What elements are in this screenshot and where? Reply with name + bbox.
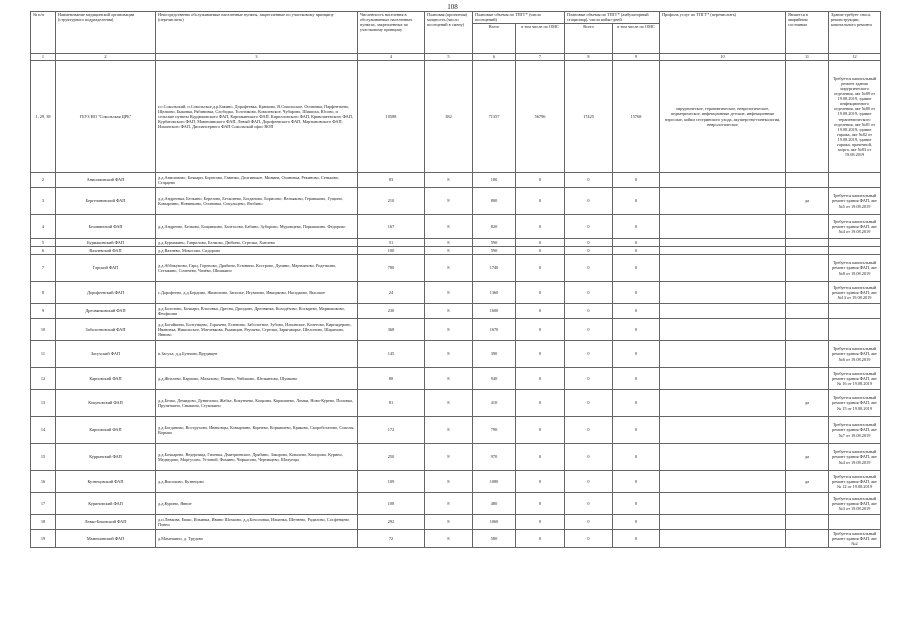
table-row <box>31 255 881 282</box>
amb-total-cell: 0 <box>565 471 613 493</box>
table-row <box>31 247 881 255</box>
capacity-cell: 8 <box>425 319 473 341</box>
population-cell: 24 <box>358 282 425 304</box>
column-number: 1 <box>31 54 56 61</box>
population-cell: 10588 <box>358 61 425 173</box>
visits-total-cell: 800 <box>473 188 516 215</box>
visits-oms-cell: 0 <box>516 390 565 417</box>
org-name: Курринский ФАП <box>56 444 156 471</box>
amb-total-cell: 0 <box>565 368 613 390</box>
repair-cell: Требуется капитальный ремонт здания хирургического отделения, акт №89 от 19.08.2019, здание инфекционного отделения, акт №80 от 19.08.2019, здание терапевтического отделения, акт №81 от 19.08.2019, здание гаража, акт №82 от 19.08.2019, здание гаража, прачечной, морга, акт №83 от 19.08.2019 <box>829 61 881 173</box>
places-cell: д.п.Левкова, Ешко, Ильинка, Ивино Шохково, д.д.Бочоловка, Ильинка, Шетнево, Радилово, Сосфенцево Повно <box>156 515 358 530</box>
capacity-cell: 8 <box>425 341 473 368</box>
population-cell: 292 <box>358 515 425 530</box>
places-cell: д.д.Анисимово, Бочкари, Борисово, Гавенко, Долгинькое, Минина, Осиновка, Рекиново, Сеньково, Старцево <box>156 173 358 188</box>
visits-oms-cell: 0 <box>516 471 565 493</box>
amb-oms-cell: 0 <box>613 368 660 390</box>
repair-cell: Требуется капитальный ремонт здания ФАП, акт № 15 от 19.08.2019 <box>829 390 881 417</box>
table-row <box>31 390 881 417</box>
column-number: 8 <box>565 54 613 61</box>
emergency-cell <box>786 255 829 282</box>
row-number: 17 <box>31 493 56 515</box>
amb-oms-cell: 0 <box>613 417 660 444</box>
repair-cell: Требуется капитальный ремонт здания ФАП, акт № 12 от 19.08.2019 <box>829 471 881 493</box>
emergency-cell <box>786 247 829 255</box>
repair-cell: Требуется капитальный ремонт здания ФАП, акт № 16 от 19.08.2019 <box>829 368 881 390</box>
header-places: Непосредственно обслуживаемые населенные пункты, закрепленные по участковому принципу (перечислить) <box>156 12 358 54</box>
org-name: Дорофеевский ФАП <box>56 282 156 304</box>
amb-oms-cell: 0 <box>613 390 660 417</box>
column-number: 12 <box>829 54 881 61</box>
visits-total-cell: 940 <box>473 368 516 390</box>
visits-total-cell: 590 <box>473 239 516 247</box>
org-name: Кузнецовский ФАП <box>56 471 156 493</box>
capacity-cell: 8 <box>425 530 473 548</box>
amb-oms-cell: 0 <box>613 341 660 368</box>
row-number: 12 <box>31 368 56 390</box>
visits-total-cell: 820 <box>473 215 516 239</box>
population-cell: 167 <box>358 215 425 239</box>
amb-oms-cell: 0 <box>613 173 660 188</box>
table-header <box>31 12 881 61</box>
population-cell: 145 <box>358 341 425 368</box>
row-number: 1, 29, 38 <box>31 61 56 173</box>
places-cell: д.д.Белко, Демидово, Дунигалки, Жабье, Кокунчево, Коцкино, Коркишево, Ломки, Ново-Курево, Поповка, Прутяткино, Сныкино, Стукокино <box>156 390 358 417</box>
header-amb-total: Всего <box>565 24 613 54</box>
visits-total-cell: 410 <box>473 390 516 417</box>
org-name: Гарский ФАП <box>56 255 156 282</box>
row-number: 13 <box>31 390 56 417</box>
amb-oms-cell: 0 <box>613 444 660 471</box>
header-visits-oms: в том числе по ОМС <box>516 24 565 54</box>
profile-cell <box>660 188 786 215</box>
profile-cell <box>660 255 786 282</box>
places-cell: д.д.Аббакумово, Гарц, Гореново, Дрябино, Есюнино, Кострово, Дунино, Мартьяново, Родеткино, Сетыкино, Соченево, Чачёво, Шишкино <box>156 255 358 282</box>
amb-total-cell: 0 <box>565 341 613 368</box>
row-number: 2 <box>31 173 56 188</box>
population-cell: 51 <box>358 239 425 247</box>
table-row <box>31 188 881 215</box>
table-row <box>31 368 881 390</box>
visits-oms-cell: 0 <box>516 319 565 341</box>
org-name: Куриновский ФАП <box>56 493 156 515</box>
amb-total-cell: 0 <box>565 515 613 530</box>
visits-oms-cell: 0 <box>516 444 565 471</box>
row-number: 14 <box>31 417 56 444</box>
header-amb-oms: в том числе по ОМС <box>613 24 660 54</box>
places-cell: д.д.Вахнево, Мокосово, Сидорово <box>156 247 358 255</box>
capacity-cell: 8 <box>425 239 473 247</box>
repair-cell: Требуется капитальный ремонт здания ФАП, акт №6 от 19.08.2019 <box>829 341 881 368</box>
capacity-cell: 8 <box>425 471 473 493</box>
page-number: 108 <box>447 3 458 11</box>
profile-cell <box>660 247 786 255</box>
visits-oms-cell: 0 <box>516 247 565 255</box>
header-profile: Профиль услуг по ТПГГ* (перечислить) <box>660 12 786 54</box>
org-name: ГБУЗ НО "Сокольская ЦРБ" <box>56 61 156 173</box>
visits-oms-cell: 0 <box>516 188 565 215</box>
emergency-cell <box>786 417 829 444</box>
amb-total-cell: 0 <box>565 390 613 417</box>
visits-total-cell: 790 <box>473 417 516 444</box>
row-number: 11 <box>31 341 56 368</box>
visits-oms-cell: 0 <box>516 530 565 548</box>
population-cell: 210 <box>358 188 425 215</box>
repair-cell: Требуется капитальный ремонт здания ФАП, акт №2 <box>829 530 881 548</box>
emergency-cell <box>786 282 829 304</box>
profile-cell <box>660 417 786 444</box>
row-number: 18 <box>31 515 56 530</box>
population-cell: 109 <box>358 471 425 493</box>
org-name: Бурмакинский ФАП <box>56 239 156 247</box>
population-cell: 368 <box>358 319 425 341</box>
table-row <box>31 417 881 444</box>
org-name: Мамешинский ФАП <box>56 530 156 548</box>
column-number: 10 <box>660 54 786 61</box>
table-row <box>31 61 881 173</box>
table-row <box>31 471 881 493</box>
profile-cell <box>660 444 786 471</box>
places-cell: п.Засуха, д.д.Бунчово,Прудищев <box>156 341 358 368</box>
population-cell: 230 <box>358 304 425 319</box>
visits-oms-cell: 0 <box>516 282 565 304</box>
profile-cell <box>660 390 786 417</box>
places-cell: д.д.Курино, Явное <box>156 493 358 515</box>
column-number: 9 <box>613 54 660 61</box>
amb-oms-cell: 0 <box>613 493 660 515</box>
amb-total-cell: 0 <box>565 493 613 515</box>
population-cell: 72 <box>358 530 425 548</box>
places-cell: д.д.Богайкино, Болтунцево, Горячево, Есюнино, Заболотное, Зубово, Ильинское, Кочетово, Кирпидерово, Ивановка, Никольское, Матчевкова, Рыжицин, Реушево, Стрелка, Зарягаварье, Шелоново, Шарихово, Явново <box>156 319 358 341</box>
capacity-cell: 8 <box>425 188 473 215</box>
amb-total-cell: 0 <box>565 304 613 319</box>
profile-cell <box>660 215 786 239</box>
visits-oms-cell: 0 <box>516 515 565 530</box>
profile-cell <box>660 304 786 319</box>
org-name: Бергезиновский ФАП <box>56 188 156 215</box>
capacity-cell: 8 <box>425 368 473 390</box>
visits-oms-cell: 0 <box>516 215 565 239</box>
column-numbers-row <box>31 54 881 61</box>
row-number: 10 <box>31 319 56 341</box>
org-name: Анисимовский ФАП <box>56 173 156 188</box>
repair-cell <box>829 239 881 247</box>
table-row <box>31 282 881 304</box>
visits-oms-cell: 0 <box>516 239 565 247</box>
table-row <box>31 215 881 239</box>
profile-cell <box>660 368 786 390</box>
amb-oms-cell: 0 <box>613 471 660 493</box>
population-cell: 83 <box>358 173 425 188</box>
capacity-cell: 8 <box>425 417 473 444</box>
places-cell: д.д.Бочкарево, Ведерница, Гилевка, Дмитриевское, Дрябино, Закорово, Ковалево, Копорово, Курино, Медведово, Моргусово, Угловой, Фомино, Чиркасово, Чертищево, Шалунцы <box>156 444 358 471</box>
repair-cell: Требуется капитальный ремонт здания ФАП, акт №3 от 19.08.2019 <box>829 493 881 515</box>
places-cell: д.Мамешино, д. Трудово <box>156 530 358 548</box>
row-number: 5 <box>31 239 56 247</box>
profile-cell <box>660 471 786 493</box>
table-row <box>31 493 881 515</box>
header-capacity: Плановая (проектная) мощность (число посещений в смену) <box>425 12 473 54</box>
visits-total-cell: 390 <box>473 341 516 368</box>
amb-total-cell: 0 <box>565 188 613 215</box>
profile-cell <box>660 515 786 530</box>
emergency-cell: да <box>786 444 829 471</box>
profile-cell <box>660 493 786 515</box>
amb-oms-cell: 0 <box>613 530 660 548</box>
header-emergency: Является в аварийном состоянии <box>786 12 829 54</box>
places-cell: с.Дорофеево, д.д.Бердино, Жимолино, Заполье, Игумново, Ивкорково, Насадково, Высокое <box>156 282 358 304</box>
row-number: 15 <box>31 444 56 471</box>
amb-oms-cell: 0 <box>613 319 660 341</box>
places-cell: д.д.Высоково, Кузнецово <box>156 471 358 493</box>
emergency-cell <box>786 61 829 173</box>
repair-cell <box>829 515 881 530</box>
amb-total-cell: 0 <box>565 255 613 282</box>
amb-total-cell: 17425 <box>565 61 613 173</box>
column-number: 4 <box>358 54 425 61</box>
amb-oms-cell: 0 <box>613 515 660 530</box>
org-name: Засухский ФАП <box>56 341 156 368</box>
facilities-table <box>30 11 881 548</box>
org-name: Карповский ФАП <box>56 368 156 390</box>
visits-total-cell: 1600 <box>473 304 516 319</box>
population-cell: 780 <box>358 255 425 282</box>
org-name: Белавинский ФАП <box>56 215 156 239</box>
emergency-cell <box>786 530 829 548</box>
header-population: Численность населения в обслуживаемых населенных пунктах, закрепленных по участковому принципу <box>358 12 425 54</box>
header-visits: Плановые объемы по ТПГГ* (число посещений) <box>473 12 565 24</box>
amb-oms-cell: 0 <box>613 247 660 255</box>
emergency-cell <box>786 173 829 188</box>
population-cell: 250 <box>358 444 425 471</box>
org-name: Дресвянковский ФАП <box>56 304 156 319</box>
emergency-cell <box>786 215 829 239</box>
org-name: Карповский ФАП <box>56 417 156 444</box>
visits-total-cell: 970 <box>473 444 516 471</box>
table-row <box>31 444 881 471</box>
repair-cell <box>829 304 881 319</box>
amb-oms-cell: 15768 <box>613 61 660 173</box>
visits-oms-cell: 0 <box>516 304 565 319</box>
capacity-cell: 8 <box>425 173 473 188</box>
amb-oms-cell: 0 <box>613 304 660 319</box>
emergency-cell <box>786 319 829 341</box>
repair-cell: Требуется капитальный ремонт здания ФАП, акт №5 от 19.08.2019 <box>829 188 881 215</box>
visits-oms-cell: 0 <box>516 341 565 368</box>
emergency-cell <box>786 493 829 515</box>
visits-total-cell: 71357 <box>473 61 516 173</box>
header-amb: Плановые объемы по ТПГГ* (амбулаторный стационар), число койко-дней <box>565 12 660 24</box>
emergency-cell <box>786 341 829 368</box>
repair-cell <box>829 173 881 188</box>
capacity-cell: 8 <box>425 304 473 319</box>
places-cell: г.о.Сокольский, п.Сокольское,д.р.Бакино, Дорофеевка, Крюково, В.Сокольское, Осиновка, Парфентьево, Щелково, Быковка, Рябиновка, Слободка, Толстиково, Ковалевское, Чубарово, Шишиха, Юсово, и сельские пункты Курдюковского ФАП, Карпикинского ФАП, Кирилловского ФАП, Кривошеевского ФАП, Курбатовского ФАП, Мамешинского ФАП, Левый ФАП, Дорофеевского ФАП, Мартыновского ФАП, Ильинского ФАП, Диспансерного ФАП Сокольский офис ВОП <box>156 61 358 173</box>
places-cell: д.д.Андреевка, Белкино, Березово, Бесконево, Богданово, Борисово, Вельяково, Гераньково, Гущино, Ковырзино, Новинкино, Осиновка, Сокульцево, Язобино <box>156 188 358 215</box>
profile-cell <box>660 173 786 188</box>
visits-oms-cell: 0 <box>516 255 565 282</box>
population-cell: 172 <box>358 417 425 444</box>
amb-total-cell: 0 <box>565 247 613 255</box>
amb-total-cell: 0 <box>565 215 613 239</box>
visits-total-cell: 480 <box>473 493 516 515</box>
capacity-cell: 8 <box>425 390 473 417</box>
repair-cell: Требуется капитальный ремонт здания ФАП, акт №7 от 19.08.2019 <box>829 417 881 444</box>
profile-cell <box>660 319 786 341</box>
places-cell: д.д.Болотово, Бочкари, Власовка, Дресва, Дроздово, Дресвянка, Колодёзово, Косырево, Мармышково, Феофилия <box>156 304 358 319</box>
row-number: 19 <box>31 530 56 548</box>
repair-cell <box>829 247 881 255</box>
org-name: Вахневский ФАП <box>56 247 156 255</box>
profile-cell <box>660 530 786 548</box>
emergency-cell <box>786 304 829 319</box>
population-cell: 80 <box>358 368 425 390</box>
row-number: 16 <box>31 471 56 493</box>
table-row <box>31 173 881 188</box>
visits-total-cell: 580 <box>473 530 516 548</box>
amb-oms-cell: 0 <box>613 188 660 215</box>
visits-total-cell: 1060 <box>473 515 516 530</box>
visits-total-cell: 590 <box>473 247 516 255</box>
visits-total-cell: 1740 <box>473 255 516 282</box>
visits-oms-cell: 0 <box>516 368 565 390</box>
places-cell: д.д.Бурмакино, Гаврилово, Белково, Дюбино, Стрелка, Хмелево <box>156 239 358 247</box>
capacity-cell: 8 <box>425 247 473 255</box>
column-number: 5 <box>425 54 473 61</box>
profile-cell <box>660 239 786 247</box>
capacity-cell: 8 <box>425 444 473 471</box>
emergency-cell <box>786 239 829 247</box>
visits-total-cell: 1360 <box>473 282 516 304</box>
population-cell: 100 <box>358 247 425 255</box>
column-number: 2 <box>56 54 156 61</box>
capacity-cell: 8 <box>425 515 473 530</box>
capacity-cell: 8 <box>425 493 473 515</box>
visits-total-cell: 1080 <box>473 471 516 493</box>
places-cell: д.д.Жгилево, Карпово, Малахово, Панино, Чиблково, Шелкиново, Шумково <box>156 368 358 390</box>
places-cell: д.д.Андреево, Белково, Бощанкино, Балтасово, Бабино, Зуборово, Муромцево, Перышкино, Федорово <box>156 215 358 239</box>
capacity-cell: 382 <box>425 61 473 173</box>
row-number: 4 <box>31 215 56 239</box>
column-number: 6 <box>473 54 516 61</box>
column-number: 11 <box>786 54 829 61</box>
population-cell: 108 <box>358 493 425 515</box>
emergency-cell: да <box>786 188 829 215</box>
repair-cell: Требуется капитальный ремонт здания ФАП, акт №8 от 19.08.2019 <box>829 255 881 282</box>
capacity-cell: 8 <box>425 215 473 239</box>
org-name: Левко-Бековский ФАП <box>56 515 156 530</box>
row-number: 6 <box>31 247 56 255</box>
repair-cell: Требуется капитальный ремонт здания ФАП, акт №4 от 19.08.2019 <box>829 215 881 239</box>
capacity-cell: 8 <box>425 282 473 304</box>
column-number: 7 <box>516 54 565 61</box>
places-cell: д.д.Богданово, Вострухово, Ивановцы, Ковырзино, Корнево, Коркишево, Кряково, Скоробогатово, Соколы, Ворыко <box>156 417 358 444</box>
repair-cell <box>829 319 881 341</box>
amb-oms-cell: 0 <box>613 239 660 247</box>
amb-total-cell: 0 <box>565 444 613 471</box>
amb-total-cell: 0 <box>565 417 613 444</box>
table-row <box>31 515 881 530</box>
amb-total-cell: 0 <box>565 530 613 548</box>
population-cell: 81 <box>358 390 425 417</box>
header-repair: Здание требует сноса, реконструкции, капитального ремонта <box>829 12 881 54</box>
visits-total-cell: 1670 <box>473 319 516 341</box>
repair-cell: Требуется капитальный ремонт здания ФАП, акт №13 от 19.08.2019 <box>829 282 881 304</box>
profile-cell <box>660 282 786 304</box>
header-visits-total: Всего <box>473 24 516 54</box>
amb-oms-cell: 0 <box>613 215 660 239</box>
header-org: Наименование медицинской организации (структурного подразделения) <box>56 12 156 54</box>
amb-total-cell: 0 <box>565 282 613 304</box>
table-body <box>31 61 881 548</box>
header-num: № п/п <box>31 12 56 54</box>
visits-oms-cell: 0 <box>516 493 565 515</box>
amb-total-cell: 0 <box>565 319 613 341</box>
org-name: Заболотновский ФАП <box>56 319 156 341</box>
row-number: 3 <box>31 188 56 215</box>
amb-oms-cell: 0 <box>613 255 660 282</box>
amb-total-cell: 0 <box>565 173 613 188</box>
amb-total-cell: 0 <box>565 239 613 247</box>
table-row <box>31 304 881 319</box>
table-row <box>31 319 881 341</box>
visits-total-cell: 180 <box>473 173 516 188</box>
visits-oms-cell: 0 <box>516 173 565 188</box>
org-name: Кокуновский ФАП <box>56 390 156 417</box>
emergency-cell: да <box>786 471 829 493</box>
row-number: 7 <box>31 255 56 282</box>
emergency-cell: да <box>786 390 829 417</box>
emergency-cell <box>786 515 829 530</box>
row-number: 9 <box>31 304 56 319</box>
amb-oms-cell: 0 <box>613 282 660 304</box>
table-row <box>31 530 881 548</box>
capacity-cell: 8 <box>425 255 473 282</box>
visits-oms-cell: 56796 <box>516 61 565 173</box>
row-number: 8 <box>31 282 56 304</box>
repair-cell: Требуется капитальный ремонт здания ФАП, акт №4 от 19.08.2019 <box>829 444 881 471</box>
table-row <box>31 341 881 368</box>
profile-cell <box>660 341 786 368</box>
column-number: 3 <box>156 54 358 61</box>
table-row <box>31 239 881 247</box>
emergency-cell <box>786 368 829 390</box>
profile-cell: хирургическое, терапевтическое, неврологическое, педиатрическое, инфекционные детские, инфекционные взрослые, койки сестринского ухода, акушерство-гинекология, неврологическое <box>660 61 786 173</box>
visits-oms-cell: 0 <box>516 417 565 444</box>
